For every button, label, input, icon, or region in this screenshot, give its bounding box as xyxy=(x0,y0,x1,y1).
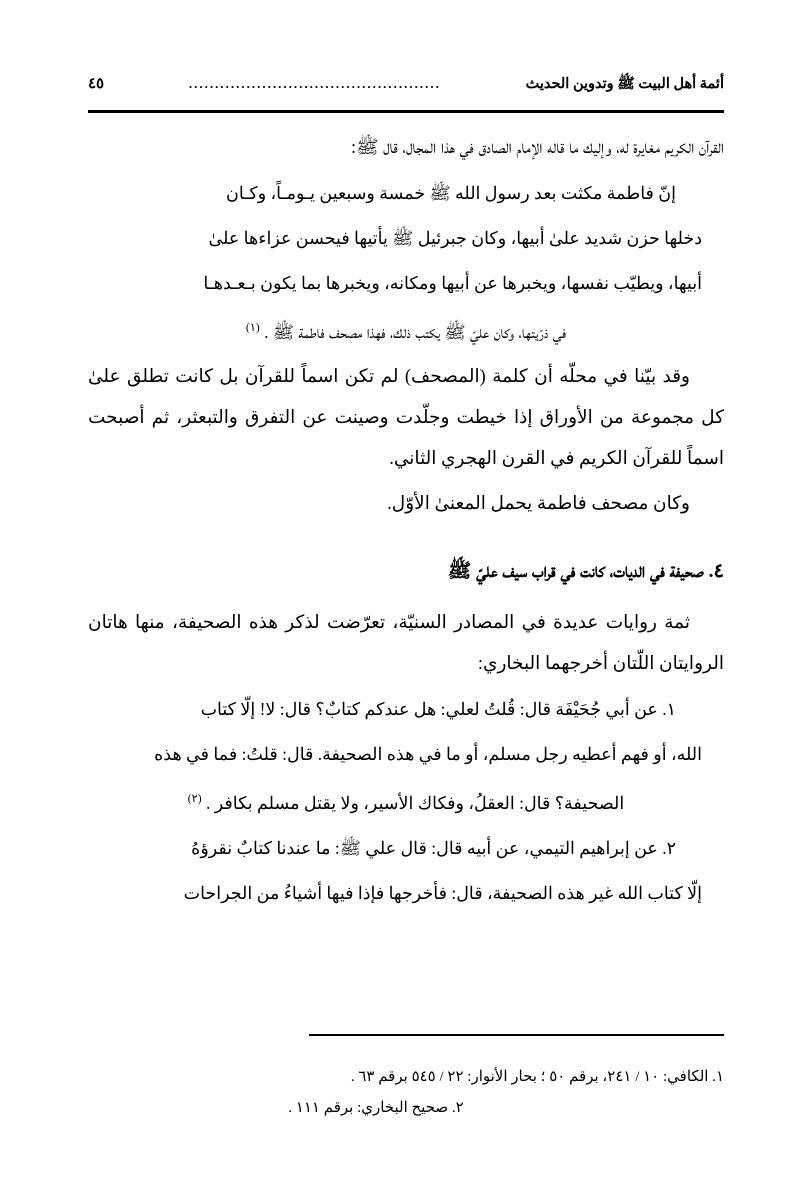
page-number: ٤٥ xyxy=(88,76,105,92)
header-title: أئمة أهل البيت ﷺ وتدوين الحديث xyxy=(525,76,724,92)
narration-2-line: الله، أو فهم أعطيه رجل مسلم، أو ما في هذه الصحيفة. قال: قلتُ: فما في هذه xyxy=(154,743,702,764)
footnote-2: ٢. صحيح البخاري: برقم ١١١ . xyxy=(288,1100,464,1116)
narration-3-line: ٢. عن إبراهيم التيمي، عن أبيه قال: قال علي ﷺ: ما عندنا كتابٌ نقرؤهُ xyxy=(191,837,676,858)
narration-text: في ذرّيتها، وكان عليّ ﷺ يكتب ذلك، فهذا مصحف فاطمة ﷺ . xyxy=(264,321,567,342)
page-header xyxy=(88,74,724,100)
paragraph-sunni-sources: ثمة روايات عديدة في المصادر السنيّة، تعرّضت لذكر هذه الصحيفة، منها هاتان الروايتان اللّتان أخرجهما البخاري: xyxy=(88,612,724,674)
page-body xyxy=(88,128,724,918)
footnote-divider xyxy=(309,1034,724,1036)
footnotes-section xyxy=(88,1062,724,1124)
narration-line: أبيها، ويطيّب نفسها، ويخبرها عن أبيها ومكانه، ويخبرها بما يكون بـعـدهـا xyxy=(203,273,702,293)
narration-line-final xyxy=(88,308,724,353)
narration-2-line: ١. عن أبي جُحَيْفَة قال: قُلتُ لعلي: هل عندكم كتابٌ؟ قال: لا! إلّا كتاب xyxy=(200,698,676,719)
header-divider xyxy=(88,110,724,113)
header-dot-leader: ................................................ xyxy=(188,76,441,91)
paragraph-fatima-mushaf: وكان مصحف فاطمة يحمل المعنىٰ الأوّل. xyxy=(387,493,690,514)
narration-line: إنّ فاطمة مكثت بعد رسول الله ﷺ خمسة وسبعين يـومـاً، وكـان xyxy=(226,183,676,203)
footnote-marker-1: (١) xyxy=(245,322,260,334)
section-heading: ٤. صحيفة في الديات، كانت في قراب سيف عليّ ﷺ xyxy=(447,560,724,582)
footnote-1: ١. الكافي: ١٠ / ٢٤١، برقم ٥٠ ؛ بحار الأنوار: ٢٢ / ٥٤٥ برقم ٦٣ . xyxy=(350,1069,724,1085)
paragraph-masahif-meaning: وقد بيّنا في محلّه أن كلمة (المصحف) لم تكن اسماً للقرآن بل كانت تطلق علىٰ كل مجموعة من الأوراق إذا خيطت وجلّدت وصينت عن التفرق والتبعثر، ثم أصبحت اسماً للقرآن الكريم في القرن الهجري الثاني. xyxy=(88,366,724,469)
narration-line: دخلها حزن شديد علىٰ أبيها، وكان جبرئيل ﷺ يأتيها فيحسن عزاءها علىٰ xyxy=(208,228,702,248)
narration-3-line: إلّا كتاب الله غير هذه الصحيفة، قال: فأخرجها فإذا فيها أشياءُ من الجراحات xyxy=(183,882,702,903)
narration-2-line-final xyxy=(88,779,724,824)
narration-text: الصحيفة؟ قال: العقلُ، وفكاك الأسير، ولا يقتل مسلم بكافر . xyxy=(206,792,625,813)
paragraph-continuation: القرآن الكريم مغايرة له، وإليك ما قاله الإمام الصادق في هذا المجال، قال ﷺ: xyxy=(350,138,724,158)
footnote-marker-2: (٢) xyxy=(187,792,202,805)
